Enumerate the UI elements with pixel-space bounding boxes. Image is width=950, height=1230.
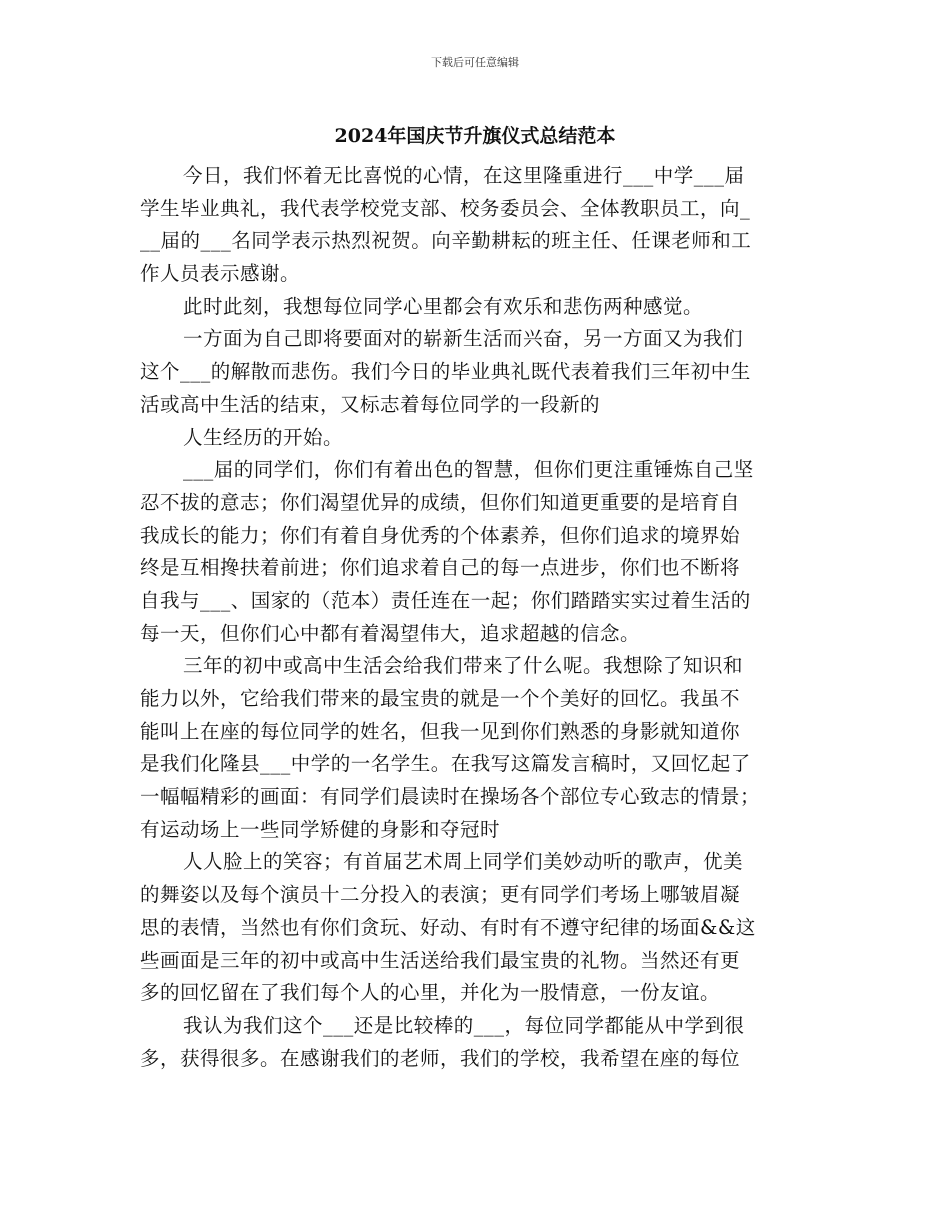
text-line: 是我们化隆县___中学的一名学生。在我写这篇发言稿时，又回忆起了 <box>140 752 751 776</box>
text-line: 多的回忆留在了我们每个人的心里，并化为一股情意，一份友谊。 <box>140 981 721 1005</box>
text-line: 的舞姿以及每个演员十二分投入的表演；更有同学们考场上哪皱眉凝 <box>140 883 741 907</box>
text-line: 我认为我们这个___还是比较棒的___，每位同学都能从中学到很 <box>183 1013 745 1037</box>
text-line: 人生经历的开始。 <box>183 425 344 449</box>
text-line: 能力以外，它给我们带来的最宝贵的就是一个个美好的回忆。我虽不 <box>140 687 741 710</box>
text-line: 思的表情，当然也有你们贪玩、好动、有时有不遵守纪律的场面&&这 <box>140 915 756 939</box>
text-line: 忍不拔的意志；你们渴望优异的成绩，但你们知道更重要的是培育自 <box>140 490 741 514</box>
text-line: 人人脸上的笑容；有首届艺术周上同学们美妙动听的歌声，优美 <box>183 850 744 874</box>
text-line: 些画面是三年的初中或高中生活送给我们最宝贵的礼物。当然还有更 <box>140 948 741 972</box>
page-title: 2024年国庆节升旗仪式总结范本 <box>334 125 616 147</box>
text-line: 学生毕业典礼，我代表学校党支部、校务委员会、全体教职员工，向_ <box>140 196 751 220</box>
text-line: 这个___的解散而悲伤。我们今日的毕业典礼既代表着我们三年初中生 <box>140 360 751 384</box>
text-line: 三年的初中或高中生活会给我们带来了什么呢。我想除了知识和 <box>183 654 744 678</box>
text-line: 我成长的能力；你们有着自身优秀的个体素养，但你们追求的境界始 <box>140 523 741 547</box>
text-line: 一幅幅精彩的画面：有同学们晨读时在操场各个部位专心致志的情景； <box>140 785 761 809</box>
text-line: 一方面为自己即将要面对的崭新生活而兴奋，另一方面又为我们 <box>183 327 744 351</box>
text-line: 多，获得很多。在感谢我们的老师，我们的学校，我希望在座的每位 <box>140 1046 741 1070</box>
text-line: 每一天，但你们心中都有着渴望伟大，追求超越的信念。 <box>140 621 641 645</box>
text-line: 自我与___、国家的（范本）责任连在一起；你们踏踏实实过着生活的 <box>140 588 751 612</box>
text-line: 此时此刻，我想每位同学心里都会有欢乐和悲伤两种感觉。 <box>183 294 704 318</box>
text-line: ___届的同学们，你们有着出色的智慧，但你们更注重锤炼自己坚 <box>183 458 754 482</box>
header-note: 下载后可任意编辑 <box>431 56 519 69</box>
text-line: 今日，我们怀着无比喜悦的心情，在这里隆重进行___中学___届 <box>183 164 745 187</box>
text-line: 作人员表示感谢。 <box>140 262 301 286</box>
text-line: 能叫上在座的每位同学的姓名，但我一见到你们熟悉的身影就知道你 <box>140 719 741 743</box>
text-line: __届的___名同学表示热烈祝贺。向辛勤耕耘的班主任、任课老师和工 <box>140 229 752 253</box>
document-body <box>140 160 815 1075</box>
text-line: 终是互相搀扶着前进；你们追求着自己的每一点进步，你们也不断将 <box>140 556 741 580</box>
text-line: 有运动场上一些同学矫健的身影和夺冠时 <box>140 817 501 841</box>
text-line: 活或高中生活的结束，又标志着每位同学的一段新的 <box>140 392 601 416</box>
